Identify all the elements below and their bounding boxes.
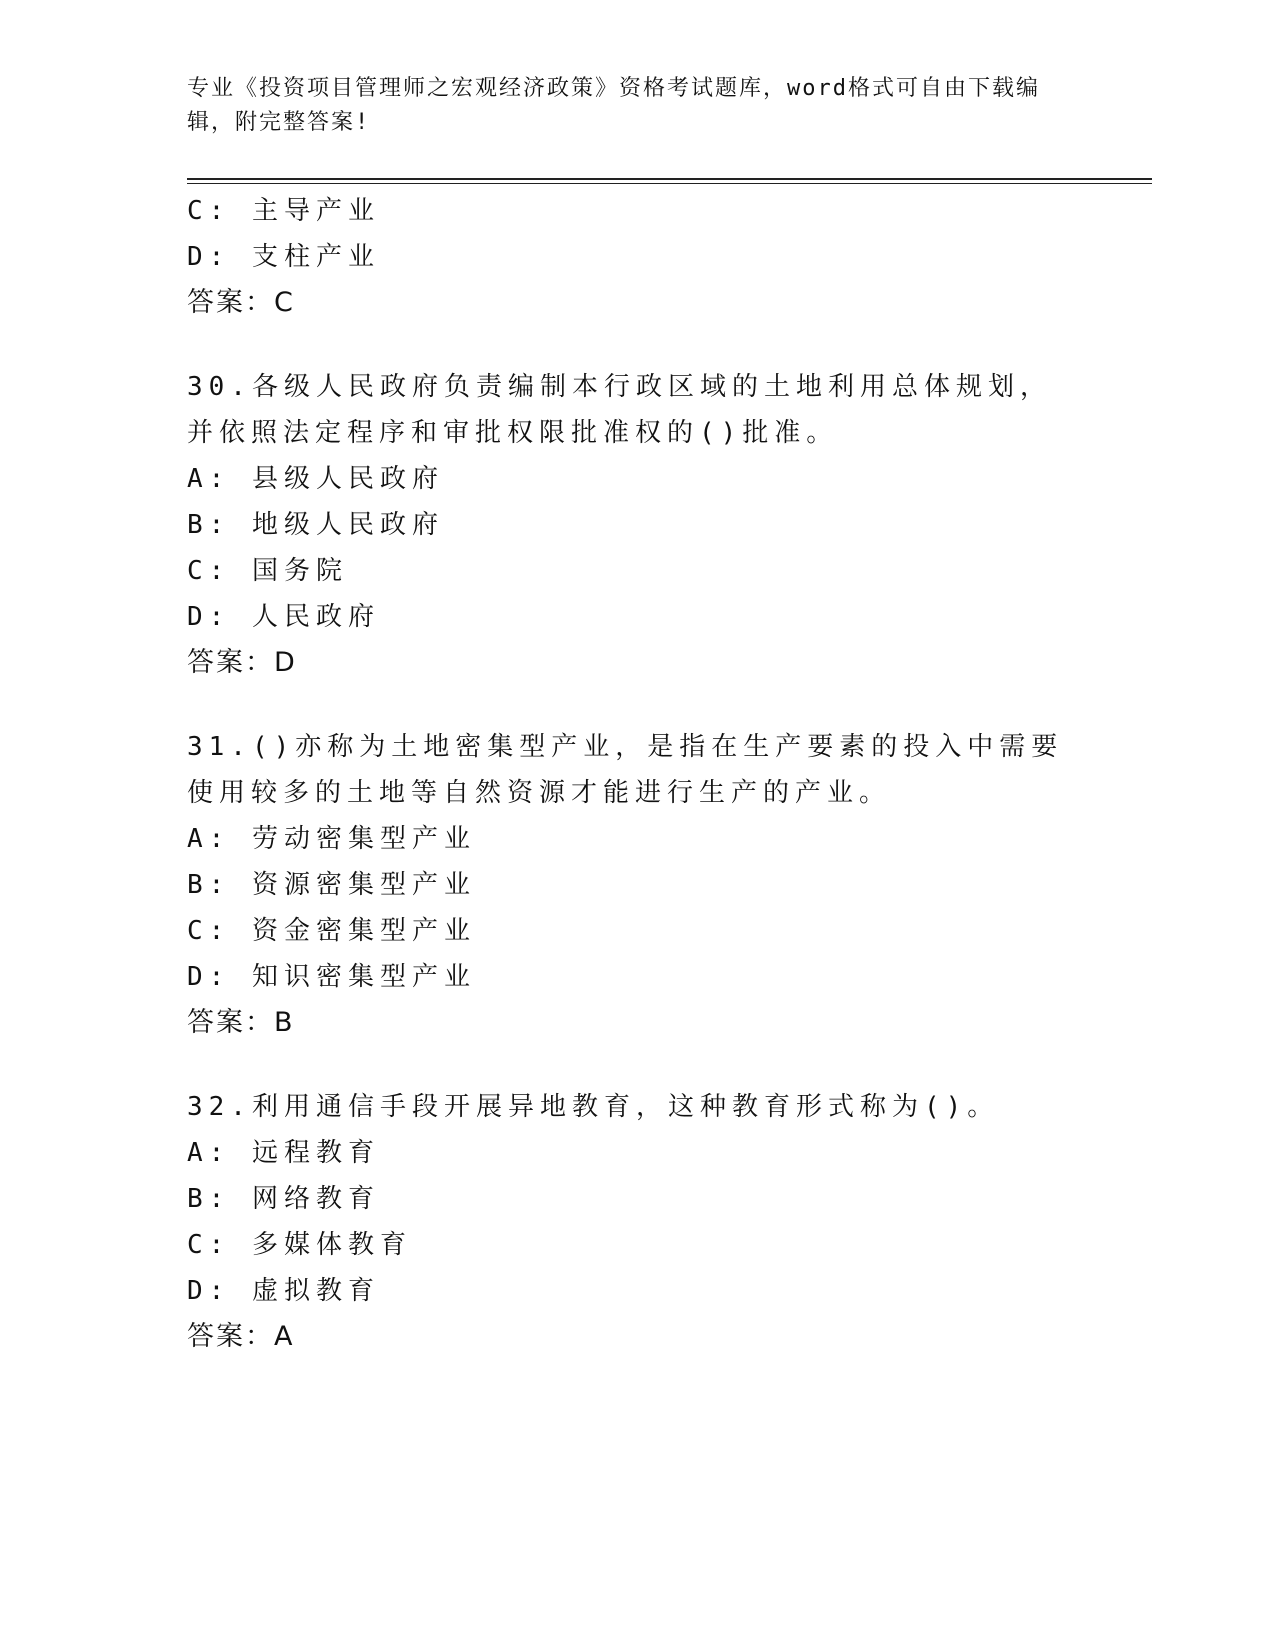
option-label: D: bbox=[187, 962, 231, 992]
option-text: 网络教育 bbox=[251, 1184, 380, 1214]
question-stem: 30.各级人民政府负责编制本行政区域的土地利用总体规划，并依照法定程序和审批权限批准权的()批准。 bbox=[187, 372, 1052, 448]
option-c bbox=[187, 908, 1087, 954]
option-d bbox=[187, 234, 1087, 280]
option-text: 资金密集型产业 bbox=[251, 916, 476, 946]
option-label: B: bbox=[187, 1184, 231, 1214]
option-b bbox=[187, 862, 1087, 908]
option-text: 支柱产业 bbox=[251, 242, 380, 272]
answer-line: 答案：A bbox=[187, 1321, 295, 1352]
question-31 bbox=[187, 724, 1087, 1046]
option-text: 县级人民政府 bbox=[251, 464, 444, 494]
option-text: 国务院 bbox=[251, 556, 348, 586]
option-label: A: bbox=[187, 1138, 231, 1168]
option-label: B: bbox=[187, 510, 231, 540]
option-text: 劳动密集型产业 bbox=[251, 824, 476, 854]
option-text: 多媒体教育 bbox=[251, 1230, 412, 1260]
option-text: 主导产业 bbox=[251, 196, 380, 226]
question-30 bbox=[187, 364, 1087, 686]
question-stem: 32.利用通信手段开展异地教育，这种教育形式称为()。 bbox=[187, 1092, 1000, 1122]
option-c bbox=[187, 548, 1087, 594]
question-32 bbox=[187, 1084, 1087, 1360]
option-text: 地级人民政府 bbox=[251, 510, 444, 540]
option-text: 人民政府 bbox=[251, 602, 380, 632]
option-text: 资源密集型产业 bbox=[251, 870, 476, 900]
question-stem: 31.()亦称为土地密集型产业，是指在生产要素的投入中需要使用较多的土地等自然资源才能进行生产的产业。 bbox=[187, 732, 1064, 808]
answer-line: 答案：B bbox=[187, 1007, 295, 1038]
option-label: C: bbox=[187, 556, 231, 586]
option-c bbox=[187, 188, 1087, 234]
option-label: C: bbox=[187, 196, 231, 226]
option-b bbox=[187, 502, 1087, 548]
document-header: 专业《投资项目管理师之宏观经济政策》资格考试题库，word格式可自由下载编辑，附完整答案! bbox=[187, 76, 1040, 135]
option-text: 远程教育 bbox=[251, 1138, 380, 1168]
option-label: B: bbox=[187, 870, 231, 900]
option-a bbox=[187, 456, 1087, 502]
option-b bbox=[187, 1176, 1087, 1222]
option-label: D: bbox=[187, 1276, 231, 1306]
option-d bbox=[187, 954, 1087, 1000]
option-text: 虚拟教育 bbox=[251, 1276, 380, 1306]
option-label: D: bbox=[187, 602, 231, 632]
option-text: 知识密集型产业 bbox=[251, 962, 476, 992]
question-list bbox=[187, 188, 1087, 1360]
option-label: C: bbox=[187, 916, 231, 946]
header-divider bbox=[187, 178, 1152, 184]
option-label: C: bbox=[187, 1230, 231, 1260]
option-a bbox=[187, 816, 1087, 862]
option-a bbox=[187, 1130, 1087, 1176]
option-d bbox=[187, 1268, 1087, 1314]
answer-line: 答案：D bbox=[187, 647, 297, 678]
option-c bbox=[187, 1222, 1087, 1268]
partial-question bbox=[187, 188, 1087, 326]
answer-line: 答案：C bbox=[187, 287, 295, 318]
option-label: A: bbox=[187, 824, 231, 854]
option-label: D: bbox=[187, 242, 231, 272]
option-d bbox=[187, 594, 1087, 640]
option-label: A: bbox=[187, 464, 231, 494]
